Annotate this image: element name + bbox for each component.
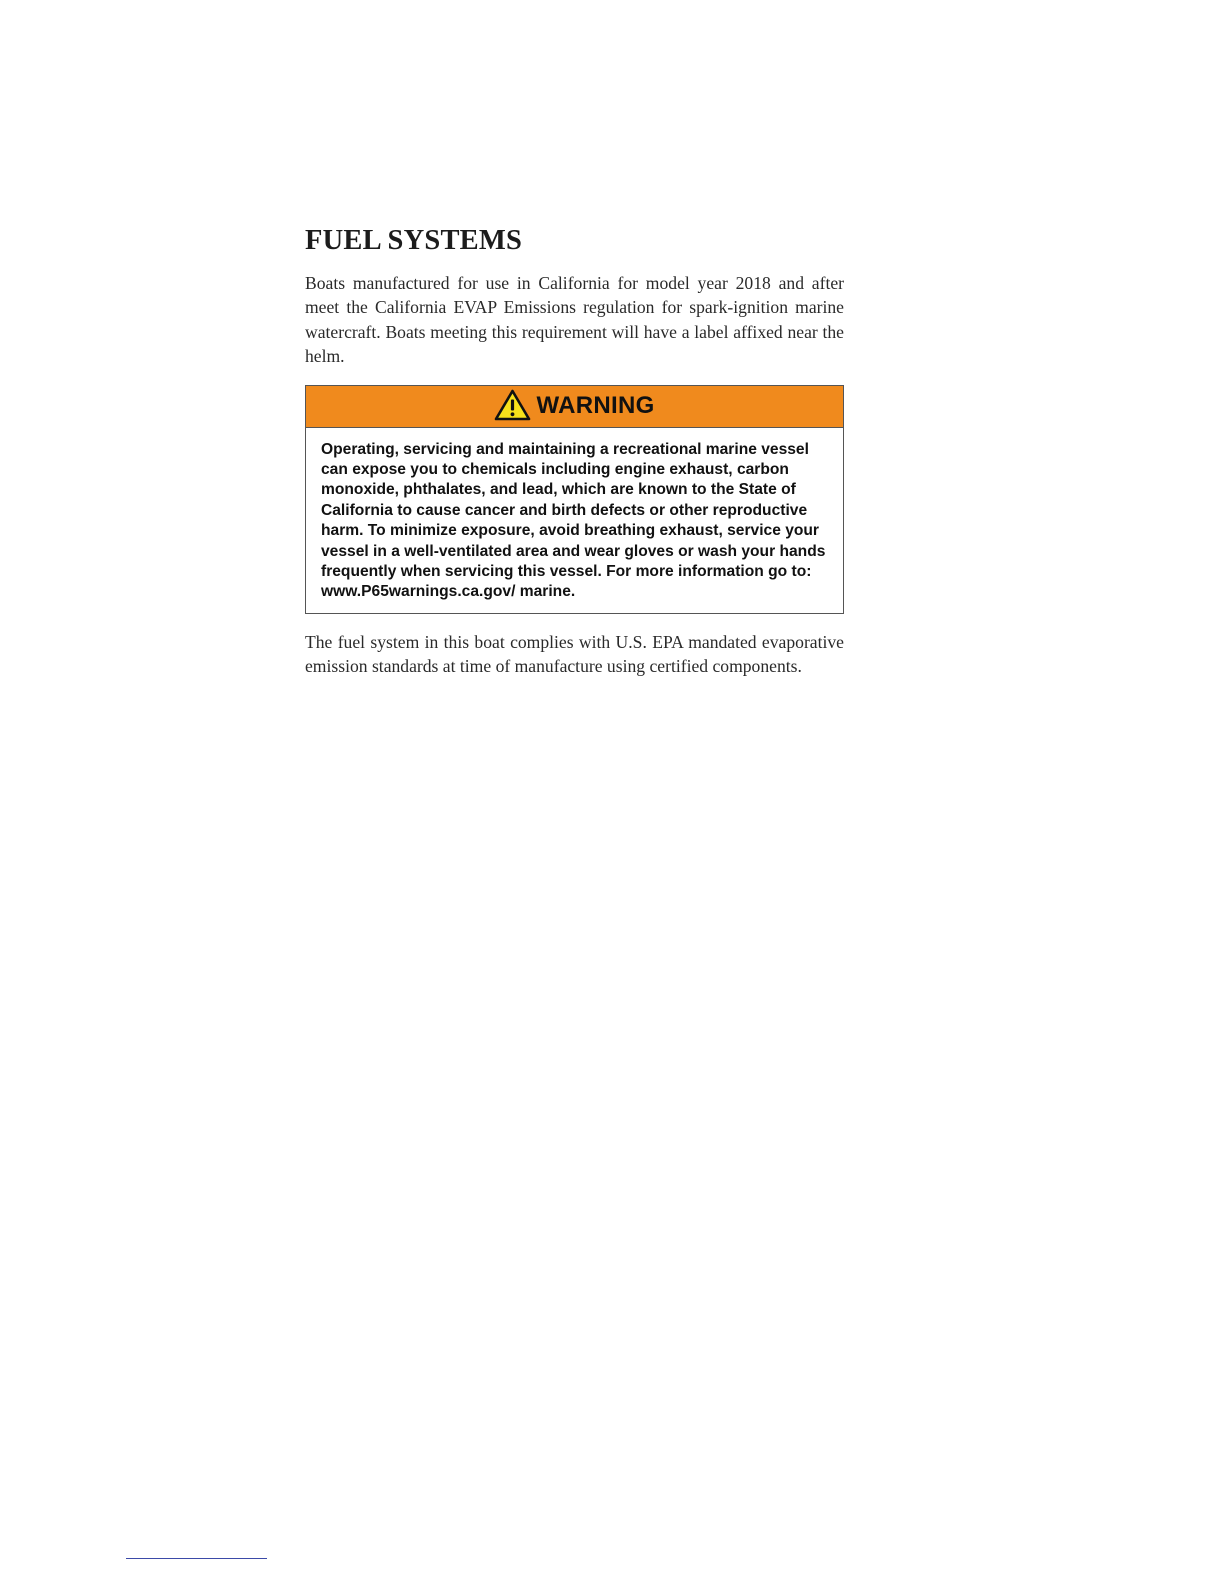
outro-paragraph: The fuel system in this boat complies with U.S. EPA mandated evaporative emission standards at time of manufacture using certified components.	[305, 631, 844, 677]
footer-divider	[126, 1558, 267, 1559]
warning-title: WARNING	[536, 392, 655, 420]
warning-box	[305, 385, 844, 614]
page-content	[305, 222, 844, 679]
intro-paragraph: Boats manufactured for use in California for model year 2018 and after meet the California EVAP Emissions regulation for spark-ignition marine watercraft. Boats meeting this requirement will have a label affixed near the helm.	[305, 273, 844, 367]
warning-text: Operating, servicing and maintaining a recreational marine vessel can expose you to chemicals including engine exhaust, carbon monoxide, phthalates, and lead, which are known to the State of California to cause cancer and birth defects or other reproductive harm. To minimize exposure, avoid breathing exhaust, service your vessel in a well-ventilated area and wear gloves or wash your hands frequently when servicing this vessel. For more information go to: www.P65warnings.ca.gov/ marine.	[321, 440, 826, 601]
warning-header	[306, 386, 843, 428]
warning-triangle-icon	[494, 389, 531, 421]
section-title: FUEL SYSTEMS	[305, 225, 523, 256]
